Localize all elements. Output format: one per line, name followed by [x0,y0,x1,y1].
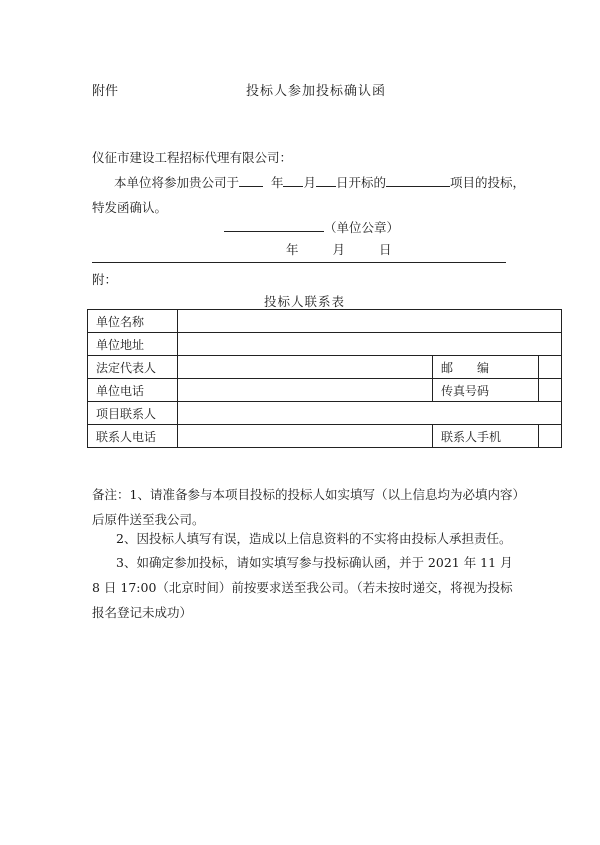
label-contact-mobile: 联系人手机 [433,425,539,448]
label-project-contact: 项目联系人 [88,402,178,425]
document-title: 投标人参加投标确认函 [246,84,387,99]
table-row [88,310,562,333]
value-postcode[interactable] [539,356,562,379]
contact-table [87,309,562,448]
value-legal-rep[interactable] [178,356,433,379]
table-title: 投标人联系表 [264,294,346,309]
table-row [88,356,562,379]
value-unit-phone[interactable] [178,379,433,402]
seal-blank [224,219,324,232]
value-project-contact[interactable] [178,402,562,425]
month-blank [283,174,303,187]
letter-line-1 [114,173,525,191]
table-row [88,379,562,402]
label-unit-phone: 单位电话 [88,379,178,402]
divider-line [92,262,506,263]
attachment-note-label: 附： [92,272,118,287]
year-blank [239,174,263,187]
note-1: 备注：1、请准备参与本项目投标的投标人如实填写（以上信息均为必填内容）后原件送至我公司。 [92,487,519,527]
label-contact-phone: 联系人电话 [88,425,178,448]
signature-date [286,240,392,258]
label-fax: 传真号码 [433,379,539,402]
value-unit-address[interactable] [178,333,562,356]
table-row [88,425,562,448]
line1-year: 年 [270,175,284,190]
note-3: 3、如确定参加投标，请如实填写参与投标确认函，并于 2021 年 11 月 8 日 17:00（北京时间）前按要求送至我公司。（若未按时递交，将视为投标报名登记未成功） [92,555,513,620]
line1-tail: 项目的投标， [450,175,526,190]
label-unit-name: 单位名称 [88,310,178,333]
note-2: 2、因投标人填写有误，造成以上信息资料的不实将由投标人承担责任。 [116,531,512,546]
seal-label: （单位公章） [324,220,400,235]
value-unit-name[interactable] [178,310,562,333]
label-postcode: 邮 编 [433,356,539,379]
line1-month: 月 [303,175,316,190]
table-row [88,333,562,356]
line1-text: 本单位将参加贵公司于 [114,175,240,190]
date-month: 月 [332,242,346,257]
date-day: 日 [379,242,392,257]
project-blank [386,174,450,187]
seal-line [224,218,399,236]
addressee: 仪征市建设工程招标代理有限公司： [92,150,293,165]
day-blank [316,174,336,187]
value-fax[interactable] [539,379,562,402]
label-legal-rep: 法定代表人 [88,356,178,379]
line1-day: 日开标的 [336,175,387,190]
letter-line-2: 特发函确认。 [92,200,168,215]
value-contact-phone[interactable] [178,425,433,448]
table-row [88,402,562,425]
date-year: 年 [286,242,299,257]
value-contact-mobile[interactable] [539,425,562,448]
attachment-label: 附件 [92,84,119,99]
label-unit-address: 单位地址 [88,333,178,356]
